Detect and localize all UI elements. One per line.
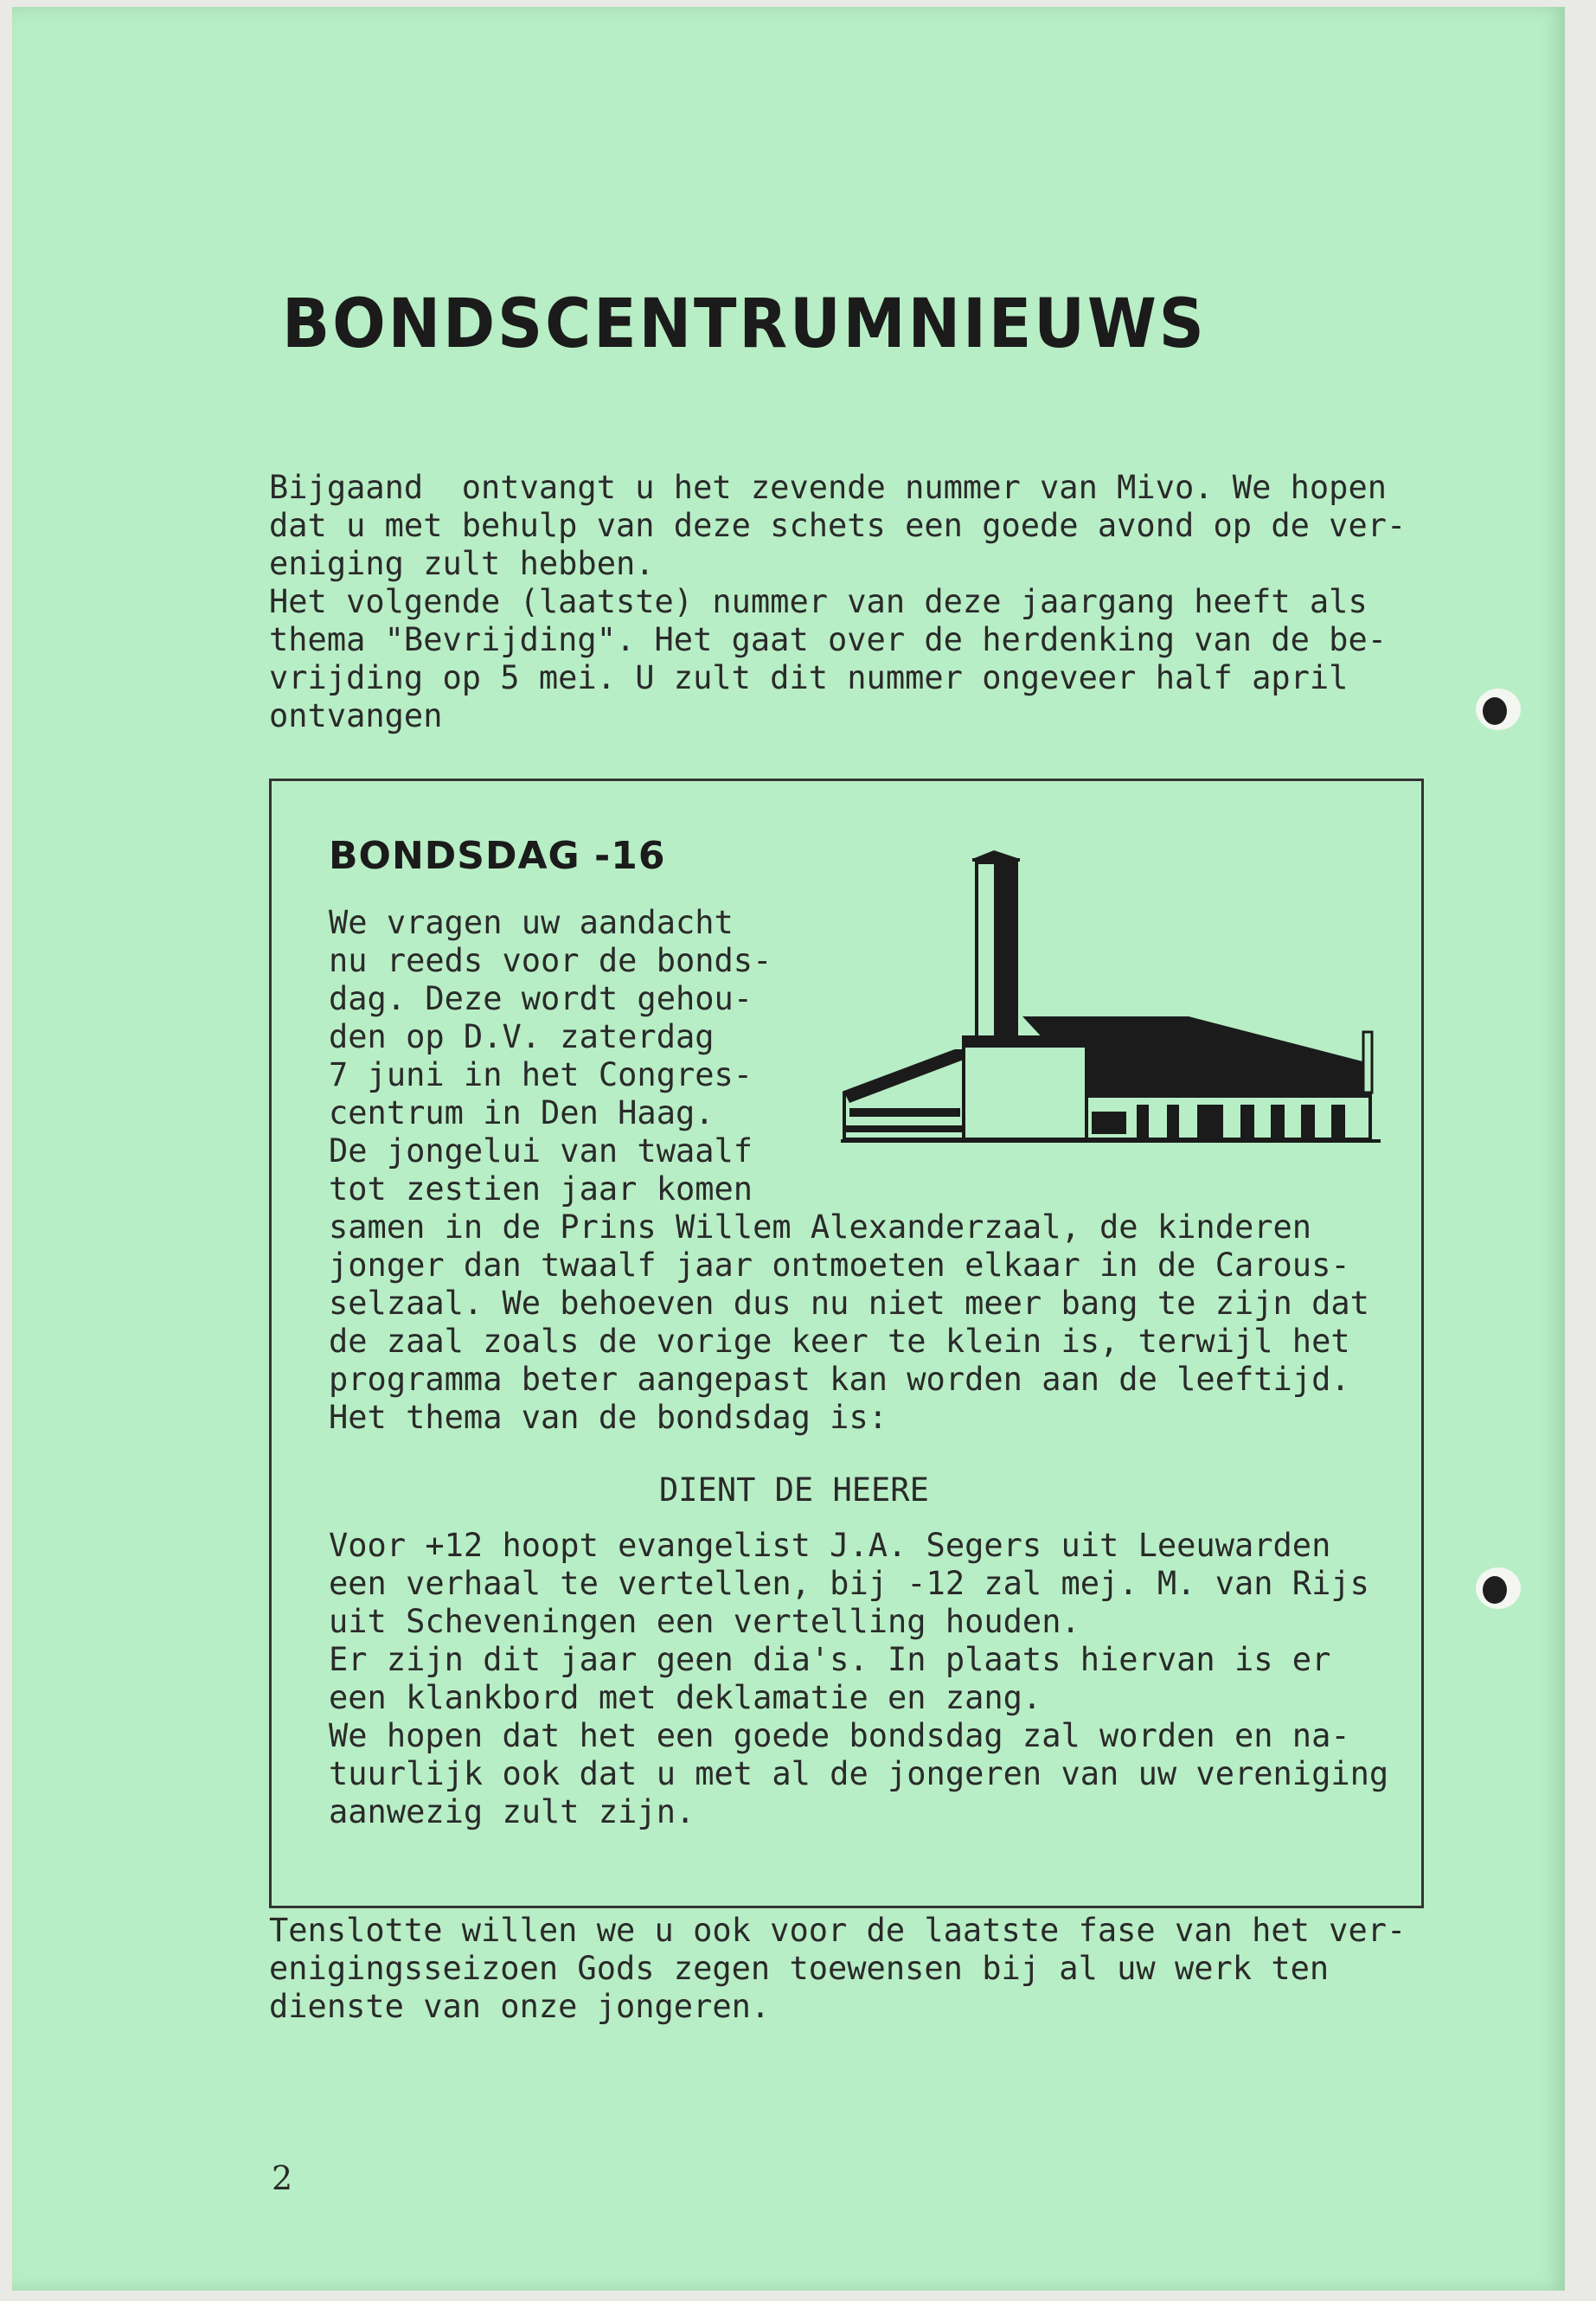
- intro-line: dat u met behulp van deze schets een goede avond op de ver-: [269, 507, 1407, 544]
- program-line: uit Scheveningen een vertelling houden.: [329, 1603, 1080, 1640]
- bondsdag-line: samen in de Prins Willem Alexanderzaal, de kinderen: [329, 1208, 1312, 1246]
- bondsdag-paragraph: [329, 904, 1410, 1437]
- program-line: tuurlijk ook dat u met al de jongeren van uw vereniging: [329, 1755, 1389, 1792]
- bondsdag-line: nu reeds voor de bonds-: [329, 942, 772, 979]
- punch-hole-icon: [1472, 683, 1524, 735]
- bondsdag-line: de zaal zoals de vorige keer te klein is, terwijl het: [329, 1323, 1350, 1360]
- bondsdag-line: tot zestien jaar komen: [329, 1170, 753, 1208]
- bondsdag-line: De jongelui van twaalf: [329, 1132, 753, 1170]
- bondsdag-line: dag. Deze wordt gehou-: [329, 980, 753, 1017]
- bondsdag-theme: DIENT DE HEERE: [659, 1471, 929, 1509]
- punch-hole-icon: [1472, 1562, 1524, 1614]
- closing-paragraph: [269, 1912, 1437, 2026]
- bondsdag-box: [269, 779, 1424, 1908]
- page-number: 2: [272, 2159, 293, 2197]
- bondsdag-line: jonger dan twaalf jaar ontmoeten elkaar in de Carous-: [329, 1247, 1350, 1284]
- closing-line: Tenslotte willen we u ook voor de laatste fase van het ver-: [269, 1912, 1407, 1949]
- bondsdag-line: We vragen uw aandacht: [329, 904, 734, 941]
- bondsdag-line: programma beter aangepast kan worden aan de leeftijd.: [329, 1361, 1350, 1398]
- intro-line: eniging zult hebben.: [269, 545, 655, 582]
- bondsdag-line: selzaal. We behoeven dus nu niet meer bang te zijn dat: [329, 1285, 1369, 1322]
- intro-line: Het volgende (laatste) nummer van deze jaargang heeft als: [269, 583, 1368, 620]
- bondsdag-program: [329, 1527, 1410, 1831]
- program-line: Voor +12 hoopt evangelist J.A. Segers uit Leeuwarden: [329, 1527, 1331, 1564]
- intro-line: ontvangen: [269, 697, 443, 734]
- program-line: We hopen dat het een goede bondsdag zal worden en na-: [329, 1717, 1350, 1754]
- closing-line: dienste van onze jongeren.: [269, 1988, 771, 2025]
- program-line: een klankbord met deklamatie en zang.: [329, 1679, 1042, 1716]
- bondsdag-heading: BONDSDAG -16: [329, 834, 666, 878]
- tower-roof: [972, 850, 1020, 859]
- intro-line: vrijding op 5 mei. U zult dit nummer ongeveer half april: [269, 659, 1349, 696]
- bondsdag-line: Het thema van de bondsdag is:: [329, 1399, 888, 1436]
- page: [12, 7, 1565, 2291]
- bondsdag-line: den op D.V. zaterdag: [329, 1018, 715, 1055]
- program-line: Er zijn dit jaar geen dia's. In plaats hiervan is er: [329, 1641, 1331, 1678]
- closing-line: enigingsseizoen Gods zegen toewensen bij al uw werk ten: [269, 1950, 1330, 1987]
- bondsdag-line: 7 juni in het Congres-: [329, 1056, 753, 1093]
- page-title: BONDSCENTRUMNIEUWS: [282, 285, 1207, 363]
- intro-line: thema "Bevrijding". Het gaat over de herdenking van de be-: [269, 621, 1388, 658]
- bondsdag-line: centrum in Den Haag.: [329, 1094, 715, 1131]
- intro-line: Bijgaand ontvangt u het zevende nummer van Mivo. We hopen: [269, 469, 1388, 506]
- program-line: een verhaal te vertellen, bij -12 zal mej. M. van Rijs: [329, 1565, 1369, 1602]
- intro-paragraph: [269, 469, 1437, 735]
- program-line: aanwezig zult zijn.: [329, 1793, 695, 1830]
